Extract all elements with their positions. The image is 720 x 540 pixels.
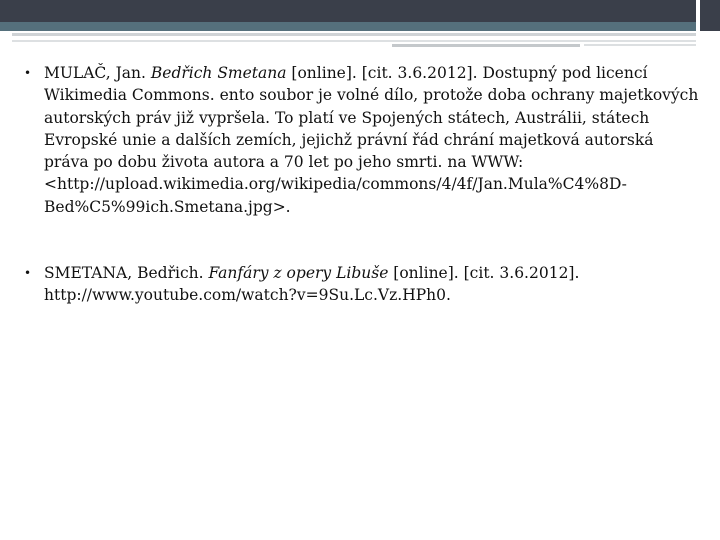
bullet-icon: • xyxy=(24,66,32,80)
bullet-icon: • xyxy=(24,266,32,281)
references-list xyxy=(24,62,704,307)
header-band-dark xyxy=(0,0,696,22)
reference-author: MULAČ, Jan. xyxy=(44,64,151,82)
header-rule-3 xyxy=(392,44,580,47)
reference-details: [online]. [cit. 3.6.2012]. http://www.youtube.com/watch?v=9Su.Lc.Vz.HPh0. xyxy=(44,264,585,305)
reference-author: SMETANA, Bedřich. xyxy=(44,264,209,283)
header-rule-4 xyxy=(584,44,696,46)
references-body xyxy=(24,62,704,307)
header-band-teal xyxy=(0,22,696,31)
reference-details: [online]. [cit. 3.6.2012]. Dostupný pod licencí Wikimedia Commons. ento soubor je volné dílo, protože doba ochrany majetkových autorských práv již vypršela. To platí ve Spojených státech, Austrálii, státech Evropské unie a dalších zemích, jejichž právní řád chrání majetková autorská práva po dobu života autora a 70 let po jeho smrti. na WWW: <http://upload.wikimedia.org/wikipedia/commons/4/4f/Jan.Mula%C4%8D-Bed%C5%99ich.Smetana.jpg>. xyxy=(44,64,704,216)
reference-item-mulac xyxy=(24,62,704,218)
header-corner-block xyxy=(700,0,720,31)
reference-title: Bedřich Smetana xyxy=(150,64,287,82)
header-rule-1 xyxy=(12,33,696,36)
reference-title: Fanfáry z opery Libuše xyxy=(208,264,389,283)
header-rule-2 xyxy=(12,40,696,42)
reference-item-smetana xyxy=(24,262,700,307)
